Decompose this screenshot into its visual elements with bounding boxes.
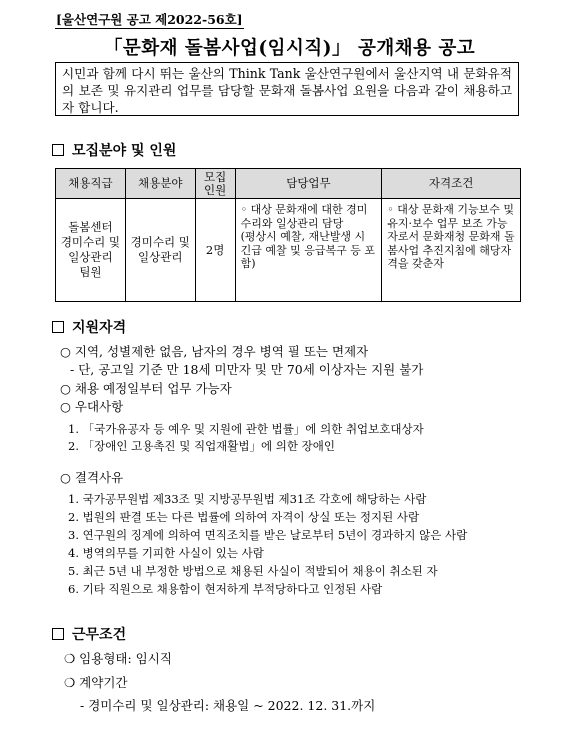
cell-qualification: ◦ 대상 문화재 기능보수 및 유지·보수 업무 보조 가능자로서 문화재청 문화재 돌봄사업 추진지침에 해당자격을 갖춘자 (382, 199, 521, 302)
col-header-grade: 채용직급 (56, 169, 126, 199)
disqualification-item-3: 3. 연구원의 징계에 의하여 면직조치를 받은 날로부터 5년이 경과하지 않은 사람 (68, 528, 468, 542)
col-header-qualification: 자격조건 (382, 169, 521, 199)
disqualification-item-6: 6. 기타 직원으로 채용함이 현저하게 부적당하다고 인정된 사람 (68, 582, 383, 596)
cell-count: 2명 (195, 199, 235, 302)
section-heading-text: 모집분야 및 인원 (72, 143, 177, 159)
checkbox-square-icon (52, 321, 64, 333)
cell-grade: 돌봄센터 경미수리 및 일상관리 팀원 (56, 199, 126, 302)
disqualification-item-1: 1. 국가공무원법 제33조 및 지방공무원법 제31조 각호에 해당하는 사람 (68, 492, 427, 506)
eligibility-line-1: ○ 지역, 성별제한 없음, 남자의 경우 병역 필 또는 면제자 (60, 344, 369, 359)
preference-heading: ○ 우대사항 (60, 399, 124, 414)
recruitment-table (55, 168, 521, 302)
disqualification-item-4: 4. 병역의무를 기피한 사실이 있는 사람 (68, 546, 264, 560)
notice-number: [울산연구원 공고 제2022-56호] (56, 12, 243, 27)
section-heading-text: 지원자격 (72, 320, 127, 336)
page-title: 「문화재 돌봄사업(임시직)」 공개채용 공고 (103, 38, 476, 59)
table-header-row (56, 169, 521, 199)
disqualification-item-2: 2. 법원의 판결 또는 다른 법률에 의하여 자격이 상실 또는 정지된 사람 (68, 510, 420, 524)
intro-box: 시민과 함께 다시 뛰는 울산의 Think Tank 울산연구원에서 울산지역 내 문화유적의 보존 및 유지관리 업무를 담당할 문화재 돌봄사업 요원을 다음과 같이 채용하고자 합니다. (55, 62, 519, 116)
section-heading-recruitment (52, 142, 176, 160)
col-header-duty: 담당업무 (235, 169, 382, 199)
section-heading-text: 근무조건 (72, 627, 127, 643)
cell-duty: ◦ 대상 문화재에 대한 경미수리와 일상관리 담당 (평상시 예찰, 재난발생 시 긴급 예찰 및 응급복구 등 포함) (235, 199, 382, 302)
preference-item-2: 2. 「장애인 고용촉진 및 직업재활법」에 의한 장애인 (68, 439, 335, 453)
section-heading-working-conditions (52, 626, 126, 644)
disqualification-item-5: 5. 최근 5년 내 부정한 방법으로 채용된 사실이 적발되어 채용이 취소된 자 (68, 564, 438, 578)
eligibility-line-3: ○ 채용 예정일부터 업무 가능자 (60, 381, 232, 396)
col-header-field: 채용분야 (125, 169, 195, 199)
section-heading-eligibility (52, 319, 126, 337)
checkbox-square-icon (52, 628, 64, 640)
disqualification-heading: ○ 결격사유 (60, 470, 124, 485)
preference-item-1: 1. 「국가유공자 등 예우 및 지원에 관한 법률」에 의한 취업보호대상자 (68, 422, 424, 436)
eligibility-line-2: - 단, 공고일 기준 만 18세 미만자 및 만 70세 이상자는 지원 불가 (70, 362, 424, 377)
checkbox-square-icon (52, 144, 64, 156)
contract-period-heading: ❍ 계약기간 (64, 675, 128, 690)
contract-period-detail: - 경미수리 및 일상관리: 채용일 ~ 2022. 12. 31.까지 (80, 698, 376, 713)
employment-type: ❍ 임용형태: 임시직 (64, 651, 172, 666)
cell-field: 경미수리 및 일상관리 (125, 199, 195, 302)
table-row (56, 199, 521, 302)
col-header-count: 모집 인원 (195, 169, 235, 199)
